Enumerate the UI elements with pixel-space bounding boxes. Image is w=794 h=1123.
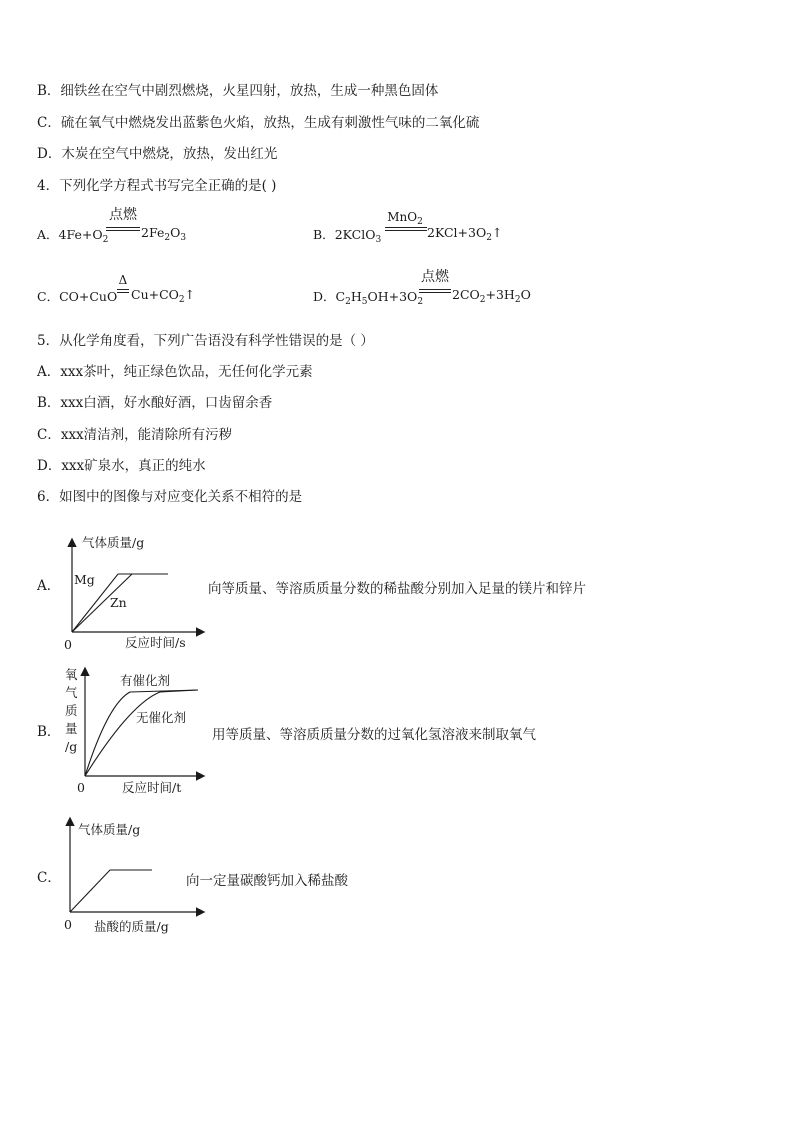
- q6-b-graph: [60, 664, 210, 800]
- q4-b-condition-sub: 2: [417, 217, 423, 227]
- q4-c-equals-sign: [117, 289, 129, 293]
- q4-b-left-sub: 3: [375, 235, 382, 245]
- q5-option-a: A．xxx茶叶，纯正绿色饮品，无任何化学元素: [37, 364, 313, 380]
- q5-stem: 5．从化学角度看，下列广告语没有科学性错误的是（ ）: [37, 333, 374, 349]
- q4-d-sub2: 5: [361, 297, 368, 307]
- q4-c-condition: Δ: [118, 273, 128, 287]
- q6-c-description: 向一定量碳酸钙加入稀盐酸: [186, 873, 348, 889]
- q4-d-mid3: +3H: [485, 287, 515, 302]
- q4-b-right-sub: 2: [486, 233, 492, 243]
- q4-b-label: B．: [313, 227, 335, 242]
- q6-a-curve-mg: Mg: [74, 572, 95, 587]
- without-catalyst-curve: [85, 690, 198, 776]
- q6-a-ylabel: 气体质量/g: [82, 535, 145, 550]
- q4-d-equals-sign: [419, 289, 451, 293]
- q4-c-arrow: ↑: [184, 287, 196, 302]
- q6-c-xlabel: 盐酸的质量/g: [94, 919, 169, 934]
- q4-a-left: 4Fe+O: [58, 227, 103, 242]
- q3-option-b: B．细铁丝在空气中剧烈燃烧，火星四射，放热，生成一种黑色固体: [37, 83, 439, 99]
- q4-b-right: 2KCl+3O: [427, 225, 487, 240]
- q4-d-left: C: [335, 289, 346, 304]
- q6-a-xlabel: 反应时间/s: [125, 635, 186, 650]
- q4-c-right: Cu+CO: [131, 287, 179, 302]
- q6-c-ylabel: 气体质量/g: [78, 822, 141, 837]
- q6-b-curve-with-catalyst: 有催化剂: [120, 673, 171, 688]
- q4-d-sub1: 2: [345, 297, 351, 307]
- q4-a-right-mid: O: [170, 225, 181, 240]
- q6-a-label: A．: [37, 578, 61, 594]
- q3-option-d: D．木炭在空气中燃烧，放热，发出红光: [37, 146, 278, 162]
- q5-option-b: B．xxx白酒，好水酿好酒，口齿留余香: [37, 395, 273, 411]
- q4-b-left: 2KClO: [334, 227, 376, 242]
- q4-b-equals-sign: [385, 227, 427, 231]
- q4-d-sub5: 2: [514, 295, 521, 305]
- q4-c-left: CO+CuO: [59, 289, 118, 304]
- q6-b-xlabel: 反应时间/t: [122, 780, 182, 795]
- q3-option-c: C．硫在氧气中燃烧发出蓝紫色火焰，放热，生成有刺激性气味的二氧化硫: [37, 115, 480, 131]
- q4-a-right: 2Fe: [141, 225, 165, 240]
- q6-b-curve-without-catalyst: 无催化剂: [136, 710, 187, 725]
- q6-b-ylabel-char-5: /g: [65, 739, 78, 754]
- q6-b-ylabel-char-4: 量: [65, 721, 78, 736]
- q5-option-d: D．xxx矿泉水，真正的纯水: [37, 458, 206, 474]
- q6-a-curve-zn: Zn: [110, 595, 127, 610]
- q4-a-right-sub2: 3: [180, 233, 187, 243]
- q6-a-description: 向等质量、等溶质质量分数的稀盐酸分别加入足量的镁片和锌片: [208, 581, 586, 597]
- q4-a-condition: 点燃: [109, 207, 137, 223]
- q4-stem: 4．下列化学方程式书写完全正确的是( ): [37, 178, 277, 194]
- q4-d-sub4: 2: [479, 295, 486, 305]
- q6-a-origin: 0: [64, 637, 72, 652]
- q4-a-equals-sign: [106, 227, 140, 231]
- q4-d-mid1: H: [350, 289, 362, 304]
- q6-b-label: B．: [37, 724, 61, 740]
- q6-b-description: 用等质量、等溶质质量分数的过氧化氢溶液来制取氧气: [212, 727, 536, 743]
- q6-b-ylabel-char-3: 质: [65, 703, 78, 718]
- q4-a-label: A．: [37, 227, 59, 242]
- q6-b-origin: 0: [77, 780, 85, 795]
- q6-stem: 6．如图中的图像与对应变化关系不相符的是: [37, 489, 303, 505]
- q6-c-label: C．: [37, 870, 61, 886]
- q4-c-right-sub: 2: [178, 295, 185, 305]
- q4-d-mid4: O: [520, 287, 531, 302]
- q4-a-right-sub1: 2: [164, 233, 171, 243]
- q4-d-sub3: 2: [417, 297, 424, 307]
- q4-d-label: D．: [313, 289, 336, 304]
- q5-option-c: C．xxx清洁剂，能清除所有污秽: [37, 427, 233, 443]
- q4-c-label: C．: [37, 289, 60, 304]
- q6-b-ylabel-char-2: 气: [65, 685, 78, 700]
- with-catalyst-curve: [85, 690, 198, 776]
- q4-b-condition-text: MnO: [387, 210, 418, 224]
- q4-d-condition: 点燃: [421, 269, 449, 285]
- q4-b-arrow: ↑: [491, 225, 503, 240]
- q4-d-right: 2CO: [452, 287, 480, 302]
- q6-a-graph: [60, 532, 210, 652]
- q4-a-left-sub: 2: [102, 235, 109, 245]
- q6-b-ylabel-char-1: 氧: [65, 667, 78, 682]
- q4-d-mid2: OH+3O: [367, 289, 418, 304]
- gas-curve: [70, 870, 152, 912]
- q6-c-origin: 0: [64, 917, 72, 932]
